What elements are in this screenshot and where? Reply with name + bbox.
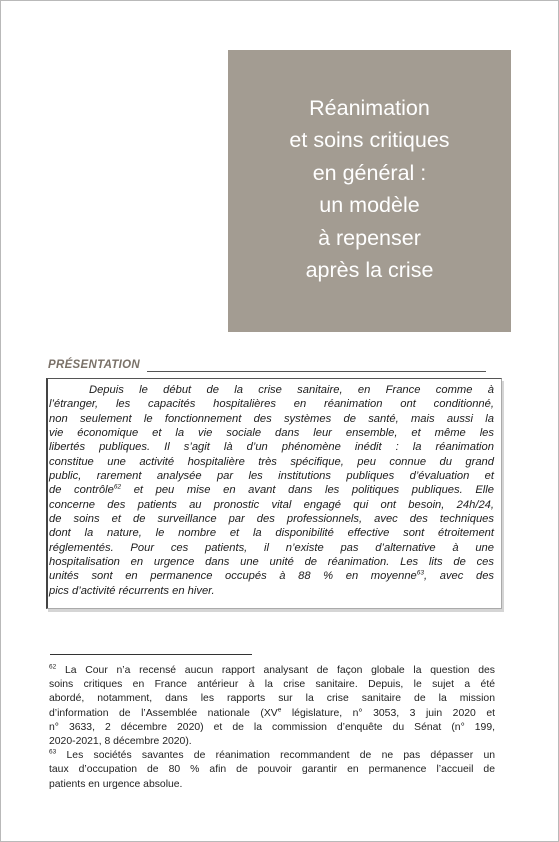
footnote-separator — [50, 654, 252, 655]
footnote-line — [49, 707, 495, 721]
footnote-line: abordé, notamment, dans les rapports sur la crise sanitaire de la mission — [49, 693, 495, 705]
footnote-number: 62 — [49, 663, 57, 671]
paragraph-line — [49, 569, 494, 583]
chapter-title-box — [228, 50, 511, 332]
chapter-title — [289, 92, 449, 287]
title-line: et soins critiques — [289, 128, 450, 152]
paragraph-line: non seulement le fonctionnement des systèmes de santé, mais aussi la — [49, 412, 494, 425]
footnote-ref-62[interactable]: 62 — [113, 483, 122, 491]
title-line: après la crise — [305, 258, 434, 282]
footnote-line: patients en urgence absolue. — [49, 778, 183, 790]
footnote-line: 2020-2021, 8 décembre 2020). — [49, 736, 192, 748]
heading-rule — [147, 371, 486, 372]
footnotes — [49, 664, 495, 792]
paragraph-line: vie économique et la vie sociale dans leur ensemble, et même les — [49, 427, 494, 440]
title-line: Réanimation — [309, 95, 430, 120]
footnote-line: soins critiques en France antérieur à la crise sanitaire. Depuis, le sujet a été — [49, 679, 495, 691]
footnote-text: d’information de l’Assemblée nationale (XV — [49, 707, 278, 719]
footnote-line: n° 3633, 2 décembre 2020) et de la commission d’enquête du Sénat (n° 199, — [49, 721, 495, 733]
footnote-text: Les sociétés savantes de réanimation recommandent de ne pas dépasser un — [66, 750, 496, 762]
line-text: unités sont en permanence occupés à 88 % en moyenne — [49, 570, 417, 583]
title-line: à repenser — [318, 225, 421, 250]
paragraph-line: Depuis le début de la crise sanitaire, en France comme à — [89, 384, 494, 396]
paragraph-line: constitue une activité hospitalière très spécifique, peu connue du grand — [49, 455, 494, 468]
footnote-ref-63[interactable]: 63 — [416, 569, 425, 577]
presentation-paragraph — [49, 383, 494, 598]
paragraph-line: libertés publiques. Il s’agit là d’un phénomène inédit : la réanimation — [49, 441, 494, 454]
section-heading: PRÉSENTATION — [48, 359, 140, 371]
paragraph-line — [49, 483, 494, 497]
footnote-text: législature, n° 3053, 3 juin 2020 et — [281, 707, 495, 719]
paragraph-line: dont la nature, le nombre et la disponibilité effective sont étroitement — [49, 527, 494, 540]
title-line: en général : — [312, 160, 427, 185]
paragraph-line: concerne des patients au pronostic vital engagé qui ont besoin, 24h/24, — [49, 498, 494, 511]
paragraph-line: réglementés. Pour ces patients, il n’existe pas d’alternative à une — [49, 541, 494, 554]
paragraph-line: hospitalisation en urgence dans une unité de réanimation. Les lits de ces — [49, 556, 494, 569]
paragraph-line: public, rarement analysée par les institutions publiques d’évaluation et — [49, 470, 494, 483]
title-line: un modèle — [319, 193, 420, 217]
line-text: de contrôle — [49, 484, 114, 497]
paragraph-line: de soins et de surveillance par des professionnels, avec des techniques — [49, 513, 494, 526]
superscript: e — [277, 706, 282, 714]
line-text: et peu mise en avant dans les politiques publiques. Elle — [133, 484, 494, 497]
footnote-63 — [49, 749, 495, 763]
footnote-number: 63 — [49, 748, 57, 756]
footnote-text: La Cour n’a recensé aucun rapport analysant de façon globale la question des — [64, 665, 495, 676]
footnote-62 — [49, 664, 495, 678]
paragraph-line: l’étranger, les capacités hospitalières en réanimation ont conditionné, — [49, 398, 494, 411]
paragraph-line: pics d’activité récurrents en hiver. — [49, 584, 215, 597]
line-text: , avec des — [424, 570, 495, 583]
footnote-line: taux d’occupation de 80 % afin de pouvoir garantir en permanence l’accueil de — [49, 764, 495, 776]
